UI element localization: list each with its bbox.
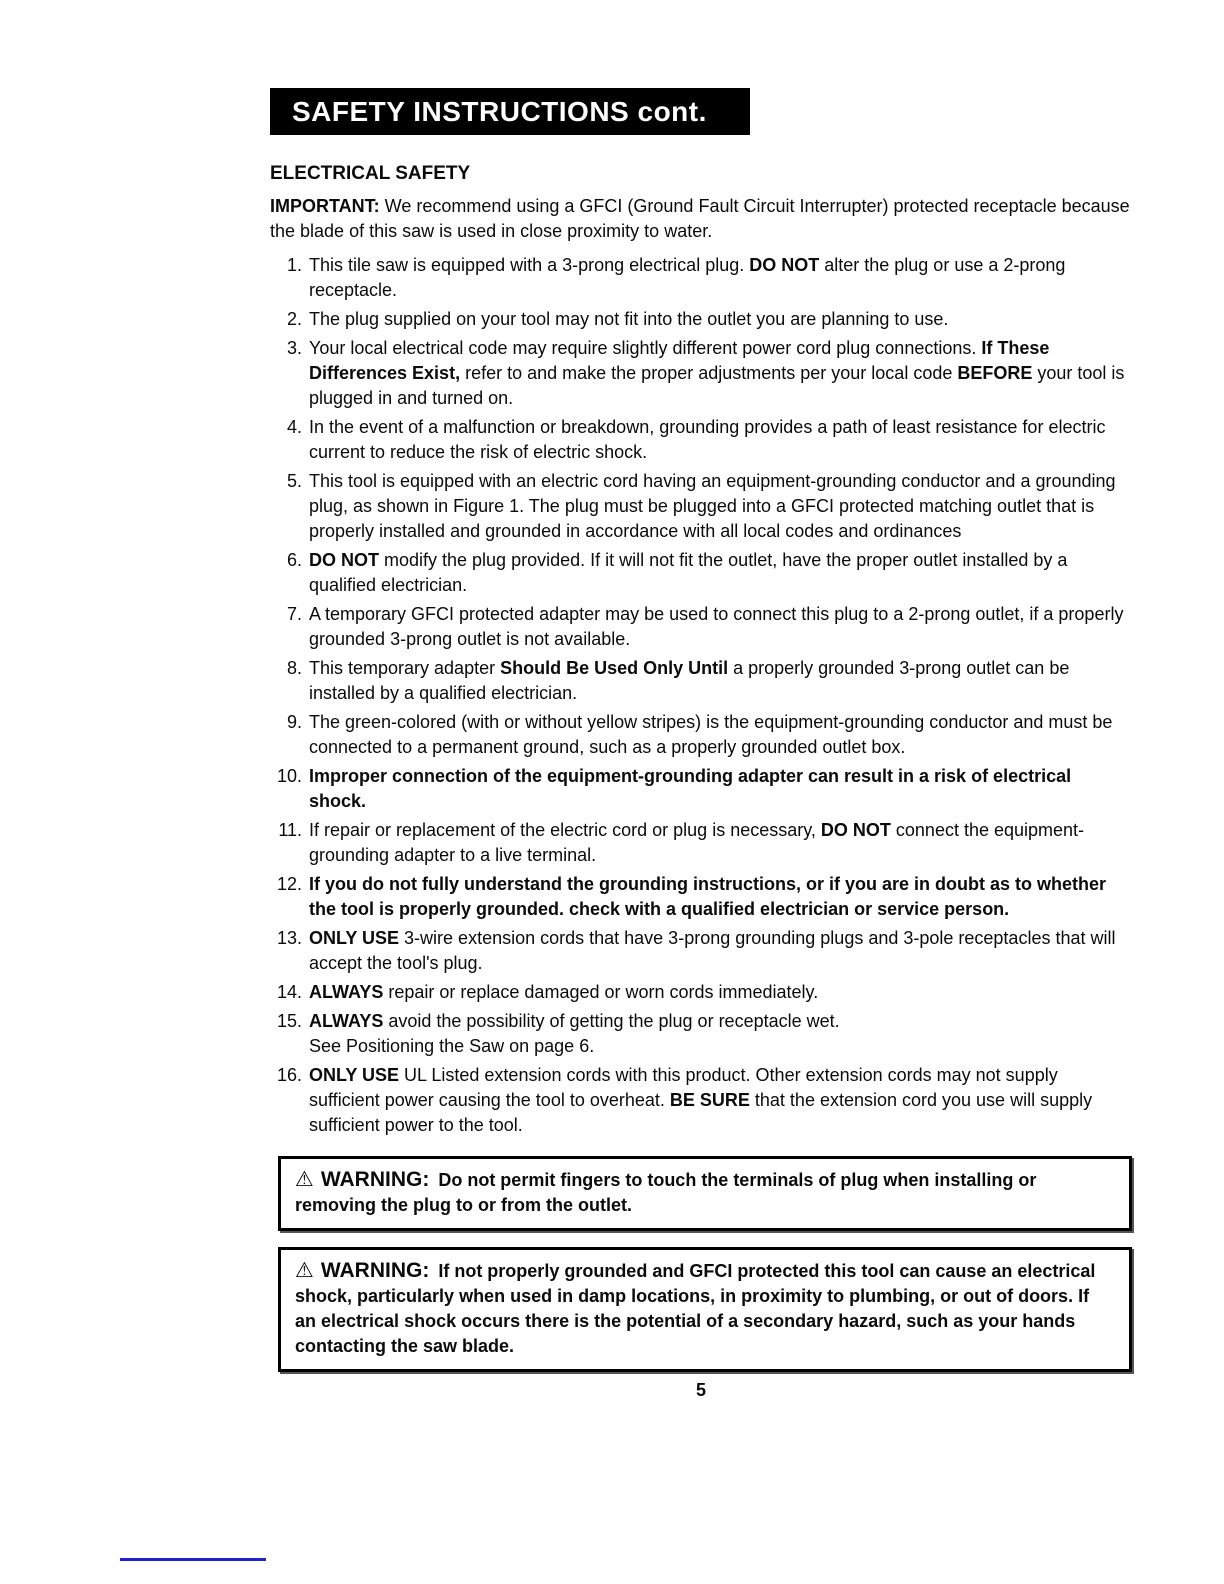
warning-1-text (295, 1167, 1115, 1218)
warning-2-text (295, 1258, 1115, 1359)
list-item-number: 7. (286, 604, 302, 624)
list-item (270, 656, 1132, 706)
list-item-text: The plug supplied on your tool may not fit into the outlet you are planning to use. (309, 309, 949, 329)
list-item-text: ALWAYS avoid the possibility of getting the plug or receptacle wet. See Positioning the Saw on page 6. (309, 1011, 840, 1056)
numbered-list (270, 253, 1132, 1138)
list-item-number: 14. (276, 982, 302, 1002)
list-item (270, 1009, 1132, 1059)
list-item (270, 253, 1132, 303)
list-item-text: ONLY USE UL Listed extension cords with this product. Other extension cords may not supply sufficient power causing the tool to overheat. BE SURE that the extension cord you use will supply sufficient power to the tool. (309, 1065, 1093, 1135)
warning-triangle-icon: ⚠ (295, 1259, 314, 1282)
list-item-number: 11. (278, 820, 302, 840)
section-title: SAFETY INSTRUCTIONS cont. (292, 96, 707, 127)
list-item (270, 980, 1132, 1005)
electrical-safety-heading: ELECTRICAL SAFETY (270, 163, 471, 184)
list-item (270, 872, 1132, 922)
list-item (270, 926, 1132, 976)
warning-1-body: Do not permit fingers to touch the terminals of plug when installing or removing the plug to or from the outlet. (295, 1170, 1037, 1215)
list-item-number: 8. (286, 658, 302, 678)
list-item (270, 764, 1132, 814)
list-item-text: A temporary GFCI protected adapter may be used to connect this plug to a 2-prong outlet, if a properly grounded 3-prong outlet is not available. (309, 604, 1124, 649)
warning-1-label: WARNING: (320, 1168, 430, 1191)
warning-2-body: If not properly grounded and GFCI protected this tool can cause an electrical shock, particularly when used in damp locations, in proximity to plumbing, or out of doors. If an electrical shock occurs there is the potential of a secondary hazard, such as your hands contacting the saw blade. (295, 1261, 1096, 1356)
list-item-number: 12. (276, 874, 302, 894)
intro-paragraph: IMPORTANT: We recommend using a GFCI (Ground Fault Circuit Interrupter) protected receptacle because the blade of this saw is used in close proximity to water. (270, 196, 1130, 241)
list-item (270, 469, 1132, 544)
list-item-number: 1. (286, 255, 302, 275)
footer-blue-line (120, 1558, 266, 1561)
warning-box-2 (278, 1247, 1132, 1372)
warning-triangle-icon: ⚠ (295, 1168, 314, 1191)
section-title-bar (270, 88, 750, 135)
list-item-text: ONLY USE 3-wire extension cords that have 3-prong grounding plugs and 3-pole receptacles that will accept the tool's plug. (309, 928, 1116, 973)
list-item-number: 2. (286, 309, 302, 329)
list-item-number: 6. (286, 550, 302, 570)
list-item-number: 5. (286, 471, 302, 491)
list-item-text: The green-colored (with or without yellow stripes) is the equipment-grounding conductor and must be connected to a permanent ground, such as a properly grounded outlet box. (309, 712, 1113, 757)
list-item-text: ALWAYS repair or replace damaged or worn cords immediately. (309, 982, 819, 1002)
list-item-number: 3. (286, 338, 302, 358)
list-item (270, 602, 1132, 652)
list-item-number: 13. (276, 928, 302, 948)
list-item (270, 307, 1132, 332)
list-item (270, 415, 1132, 465)
list-item (270, 818, 1132, 868)
list-item-text: This temporary adapter Should Be Used Only Until a properly grounded 3-prong outlet can be installed by a qualified electrician. (309, 658, 1070, 703)
list-item-text: This tile saw is equipped with a 3-prong electrical plug. DO NOT alter the plug or use a 2-prong receptacle. (309, 255, 1066, 300)
page-content (270, 88, 1132, 1401)
list-item-text: DO NOT modify the plug provided. If it will not fit the outlet, have the proper outlet installed by a qualified electrician. (309, 550, 1068, 595)
warning-box-1 (278, 1156, 1132, 1231)
list-item-text: If repair or replacement of the electric cord or plug is necessary, DO NOT connect the equipment-grounding adapter to a live terminal. (309, 820, 1085, 865)
list-item-number: 4. (286, 417, 302, 437)
list-item (270, 710, 1132, 760)
list-item-number: 16. (276, 1065, 302, 1085)
page-footer (270, 1380, 1132, 1401)
list-item (270, 1063, 1132, 1138)
list-item-text: If you do not fully understand the grounding instructions, or if you are in doubt as to whether the tool is properly grounded. check with a qualified electrician or service person. (309, 874, 1106, 919)
list-item-text: Improper connection of the equipment-grounding adapter can result in a risk of electrical shock. (309, 766, 1072, 811)
list-item (270, 336, 1132, 411)
list-item-number: 10. (276, 766, 302, 786)
list-item-text: This tool is equipped with an electric cord having an equipment-grounding conductor and a grounding plug, as shown in Figure 1. The plug must be plugged into a GFCI protected matching outlet that is properly installed and grounded in accordance with all local codes and ordinances (309, 471, 1116, 541)
list-item-number: 15. (276, 1011, 302, 1031)
warning-2-label: WARNING: (320, 1259, 430, 1282)
list-item (270, 548, 1132, 598)
page-number: 5 (695, 1380, 706, 1400)
list-item-text: In the event of a malfunction or breakdown, grounding provides a path of least resistance for electric current to reduce the risk of electric shock. (309, 417, 1106, 462)
list-item-text: Your local electrical code may require slightly different power cord plug connections. If These Differences Exist, refer to and make the proper adjustments per your local code BEFORE your tool is plugged in and turned on. (309, 338, 1125, 408)
list-item-number: 9. (286, 712, 302, 732)
